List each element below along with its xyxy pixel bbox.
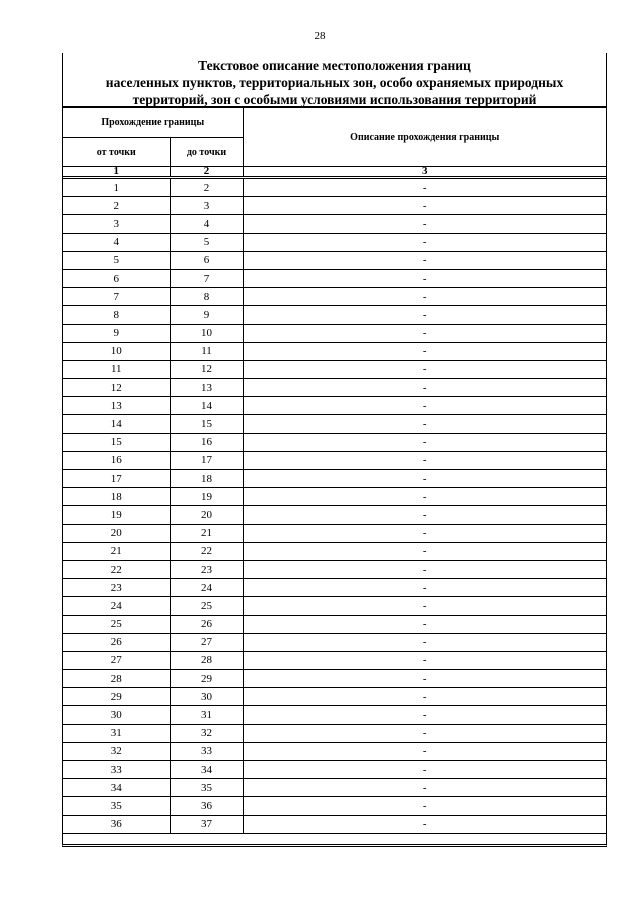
- from-point-cell: 23: [63, 579, 170, 597]
- description-cell: -: [243, 579, 606, 597]
- description-cell: -: [243, 761, 606, 779]
- header-description: Описание прохождения границы: [243, 108, 606, 167]
- description-cell: -: [243, 451, 606, 469]
- from-point-cell: 4: [63, 233, 170, 251]
- from-point-cell: 3: [63, 215, 170, 233]
- table-row: [63, 433, 606, 451]
- table-row: [63, 706, 606, 724]
- from-point-cell: 33: [63, 761, 170, 779]
- to-point-cell: 25: [170, 597, 243, 615]
- from-point-cell: 24: [63, 597, 170, 615]
- table-row: [63, 761, 606, 779]
- description-cell: -: [243, 706, 606, 724]
- from-point-cell: 21: [63, 542, 170, 560]
- to-point-cell: 2: [170, 178, 243, 197]
- table-row: [63, 560, 606, 578]
- table-row: [63, 579, 606, 597]
- from-point-cell: 10: [63, 342, 170, 360]
- column-number-2: 2: [170, 167, 243, 178]
- description-cell: -: [243, 651, 606, 669]
- to-point-cell: 11: [170, 342, 243, 360]
- table-row: [63, 397, 606, 415]
- to-point-cell: 14: [170, 397, 243, 415]
- description-cell: -: [243, 397, 606, 415]
- from-point-cell: 32: [63, 742, 170, 760]
- from-point-cell: 15: [63, 433, 170, 451]
- table-row: [63, 342, 606, 360]
- to-point-cell: 24: [170, 579, 243, 597]
- title-line-1: Текстовое описание местоположения границ: [198, 58, 471, 73]
- table-row: [63, 688, 606, 706]
- to-point-cell: 37: [170, 815, 243, 833]
- description-cell: -: [243, 342, 606, 360]
- to-point-cell: 22: [170, 542, 243, 560]
- column-number-1: 1: [63, 167, 170, 178]
- to-point-cell: 10: [170, 324, 243, 342]
- description-cell: -: [243, 688, 606, 706]
- boundary-description-sheet: [62, 53, 607, 847]
- description-cell: -: [243, 324, 606, 342]
- from-point-cell: 12: [63, 379, 170, 397]
- table-row: [63, 506, 606, 524]
- description-cell: -: [243, 670, 606, 688]
- from-point-cell: 34: [63, 779, 170, 797]
- description-cell: -: [243, 178, 606, 197]
- to-point-cell: 28: [170, 651, 243, 669]
- description-cell: -: [243, 506, 606, 524]
- table-row: [63, 651, 606, 669]
- from-point-cell: 27: [63, 651, 170, 669]
- description-cell: -: [243, 615, 606, 633]
- from-point-cell: 2: [63, 197, 170, 215]
- to-point-cell: 19: [170, 488, 243, 506]
- from-point-cell: 31: [63, 724, 170, 742]
- table-row: [63, 670, 606, 688]
- boundary-table: [63, 107, 606, 834]
- table-row: [63, 542, 606, 560]
- from-point-cell: 6: [63, 269, 170, 287]
- table-row: [63, 615, 606, 633]
- table-row: [63, 415, 606, 433]
- table-row: [63, 379, 606, 397]
- table-row: [63, 451, 606, 469]
- to-point-cell: 30: [170, 688, 243, 706]
- description-cell: -: [243, 360, 606, 378]
- table-row: [63, 742, 606, 760]
- from-point-cell: 26: [63, 633, 170, 651]
- table-row: [63, 724, 606, 742]
- header-to-point: до точки: [170, 138, 243, 167]
- to-point-cell: 5: [170, 233, 243, 251]
- table-row: [63, 197, 606, 215]
- to-point-cell: 18: [170, 470, 243, 488]
- description-cell: -: [243, 306, 606, 324]
- to-point-cell: 3: [170, 197, 243, 215]
- table-row: [63, 215, 606, 233]
- header-boundary-passage: Прохождение границы: [63, 108, 243, 138]
- from-point-cell: 18: [63, 488, 170, 506]
- table-row: [63, 488, 606, 506]
- description-cell: -: [243, 233, 606, 251]
- description-cell: -: [243, 524, 606, 542]
- table-row: [63, 251, 606, 269]
- description-cell: -: [243, 288, 606, 306]
- table-row: [63, 324, 606, 342]
- to-point-cell: 16: [170, 433, 243, 451]
- table-row: [63, 306, 606, 324]
- table-body: [63, 178, 606, 834]
- table-row: [63, 779, 606, 797]
- from-point-cell: 25: [63, 615, 170, 633]
- from-point-cell: 35: [63, 797, 170, 815]
- table-row: [63, 524, 606, 542]
- to-point-cell: 4: [170, 215, 243, 233]
- to-point-cell: 29: [170, 670, 243, 688]
- to-point-cell: 6: [170, 251, 243, 269]
- from-point-cell: 29: [63, 688, 170, 706]
- to-point-cell: 8: [170, 288, 243, 306]
- description-cell: -: [243, 470, 606, 488]
- table-row: [63, 288, 606, 306]
- from-point-cell: 13: [63, 397, 170, 415]
- to-point-cell: 23: [170, 560, 243, 578]
- description-cell: -: [243, 633, 606, 651]
- from-point-cell: 8: [63, 306, 170, 324]
- to-point-cell: 17: [170, 451, 243, 469]
- to-point-cell: 13: [170, 379, 243, 397]
- to-point-cell: 7: [170, 269, 243, 287]
- to-point-cell: 20: [170, 506, 243, 524]
- to-point-cell: 26: [170, 615, 243, 633]
- from-point-cell: 30: [63, 706, 170, 724]
- table-row: [63, 233, 606, 251]
- description-cell: -: [243, 251, 606, 269]
- table-row: [63, 815, 606, 833]
- from-point-cell: 11: [63, 360, 170, 378]
- from-point-cell: 1: [63, 178, 170, 197]
- description-cell: -: [243, 415, 606, 433]
- to-point-cell: 32: [170, 724, 243, 742]
- to-point-cell: 12: [170, 360, 243, 378]
- to-point-cell: 21: [170, 524, 243, 542]
- page-number: 28: [314, 30, 326, 42]
- to-point-cell: 9: [170, 306, 243, 324]
- description-cell: -: [243, 215, 606, 233]
- table-row: [63, 269, 606, 287]
- from-point-cell: 22: [63, 560, 170, 578]
- from-point-cell: 14: [63, 415, 170, 433]
- description-cell: -: [243, 597, 606, 615]
- title-line-2: населенных пунктов, территориальных зон, особо охраняемых природных: [105, 75, 564, 90]
- description-cell: -: [243, 542, 606, 560]
- description-cell: -: [243, 560, 606, 578]
- description-cell: -: [243, 815, 606, 833]
- description-cell: -: [243, 797, 606, 815]
- description-cell: -: [243, 379, 606, 397]
- description-cell: -: [243, 742, 606, 760]
- to-point-cell: 34: [170, 761, 243, 779]
- to-point-cell: 31: [170, 706, 243, 724]
- table-row: [63, 178, 606, 197]
- description-cell: -: [243, 433, 606, 451]
- table-row: [63, 470, 606, 488]
- to-point-cell: 27: [170, 633, 243, 651]
- description-cell: -: [243, 269, 606, 287]
- description-cell: -: [243, 779, 606, 797]
- to-point-cell: 35: [170, 779, 243, 797]
- table-row: [63, 797, 606, 815]
- to-point-cell: 15: [170, 415, 243, 433]
- from-point-cell: 9: [63, 324, 170, 342]
- from-point-cell: 20: [63, 524, 170, 542]
- description-cell: -: [243, 197, 606, 215]
- description-cell: -: [243, 488, 606, 506]
- from-point-cell: 36: [63, 815, 170, 833]
- from-point-cell: 5: [63, 251, 170, 269]
- from-point-cell: 28: [63, 670, 170, 688]
- table-row: [63, 633, 606, 651]
- from-point-cell: 17: [63, 470, 170, 488]
- from-point-cell: 7: [63, 288, 170, 306]
- to-point-cell: 33: [170, 742, 243, 760]
- table-row: [63, 360, 606, 378]
- title-line-3: территорий, зон с особыми условиями использования территорий: [132, 92, 537, 107]
- column-number-3: 3: [243, 167, 606, 178]
- header-from-point: от точки: [63, 138, 170, 167]
- description-cell: -: [243, 724, 606, 742]
- from-point-cell: 16: [63, 451, 170, 469]
- from-point-cell: 19: [63, 506, 170, 524]
- table-row: [63, 597, 606, 615]
- document-title: [63, 53, 606, 107]
- to-point-cell: 36: [170, 797, 243, 815]
